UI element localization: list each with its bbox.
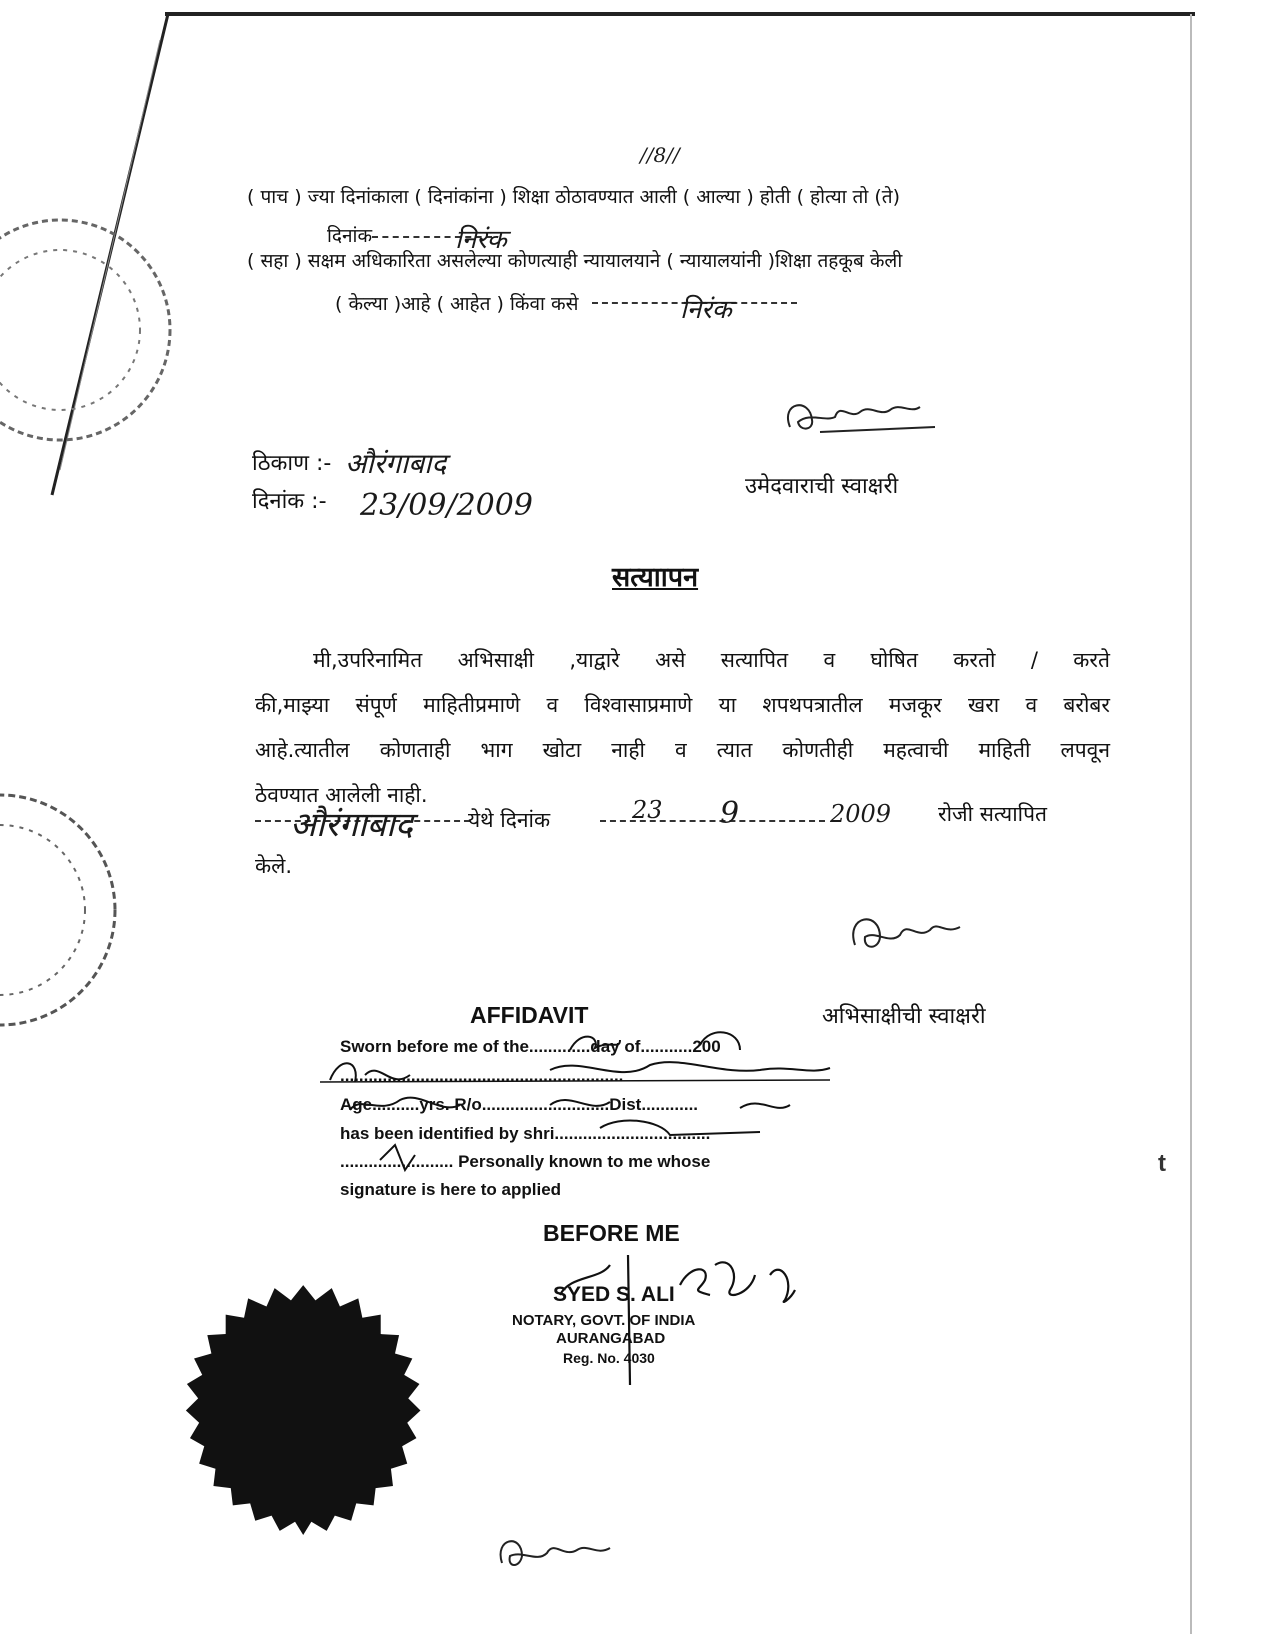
candidate-signature [780, 392, 940, 442]
candidate-signature-label: उमेदवाराची स्वाक्षरी [745, 474, 899, 499]
verification-mid-text: येथे दिनांक [468, 808, 551, 832]
notary-name: SYED S. ALI [553, 1283, 675, 1306]
notary-reg: Reg. No. 4030 [563, 1350, 655, 1366]
scan-right-edge [1190, 14, 1192, 1634]
clause-5-text: ( पाच ) ज्या दिनांकाला ( दिनांकांना ) शिक्षा ठोठावण्यात आली ( आल्या ) होती ( होत्या तो (ते) [247, 186, 900, 208]
para-line-2: की,माझ्या संपूर्ण माहितीप्रमाणे व विश्वासाप्रमाणे या शपथपत्रातील मजकूर खरा व बरोबर [255, 693, 1110, 717]
verification-place-value: औरंगाबाद [290, 805, 413, 845]
para-line-1: मी,उपरिनामित अभिसाक्षी ,याद्वारे असे सत्यापित व घोषित करतो / करते [313, 648, 1110, 672]
scan-top-edge [165, 12, 1195, 16]
para-line-4: ठेवण्यात आलेली नाही. [255, 783, 428, 807]
affidavit-title: AFFIDAVIT [470, 1002, 589, 1028]
stamp-line-5: ........................ Personally known to me whose [340, 1152, 711, 1171]
verification-day: 23 [632, 796, 663, 824]
stamp-line-2: ............................................................ [340, 1066, 624, 1085]
verification-paragraph [255, 638, 1110, 818]
verification-end-text: रोजी सत्यापित [938, 802, 1047, 826]
clause-6-question-label: ( केल्या )आहे ( आहेत ) किंवा कसे [335, 293, 579, 315]
deponent-signature [845, 905, 975, 965]
bottom-signature [492, 1528, 622, 1578]
verification-tail: केले. [255, 854, 293, 878]
right-edge-mark: t [1158, 1150, 1166, 1177]
notary-city: AURANGABAD [556, 1330, 666, 1347]
partial-seal-top-left [0, 200, 190, 480]
date-label: दिनांक :- [252, 489, 327, 514]
partial-seal-mid-left [0, 780, 130, 1040]
verification-month: 9 [720, 796, 740, 831]
page-mark: //8// [640, 143, 680, 167]
place-value: औरंगाबाद [345, 447, 447, 480]
clause-6-value: निरंक [680, 295, 732, 325]
para-line-3: आहे.त्यातील कोणताही भाग खोटा नाही व त्यात कोणतीही महत्वाची माहिती लपवून [255, 738, 1110, 762]
stamp-line-6: signature is here to applied [340, 1180, 562, 1199]
before-me-label: BEFORE ME [543, 1220, 680, 1246]
clause-6-text: ( सहा ) सक्षम अधिकारिता असलेल्या कोणत्याही न्यायालयाने ( न्यायालयांनी )शिक्षा तहकूब केली [247, 250, 903, 272]
date-value: 23/09/2009 [360, 488, 533, 523]
clause-5-date-label: दिनांक [327, 225, 373, 247]
place-label: ठिकाण :- [252, 451, 332, 476]
notary-signature [540, 1245, 820, 1395]
stamp-line-3: Age..........yrs. R/o...........................Dist............ [340, 1095, 699, 1114]
verification-heading: सत्याापन [612, 562, 699, 593]
deponent-signature-label: अभिसाक्षीची स्वाक्षरी [822, 1004, 986, 1029]
stamp-line-1: Sworn before me of the.............day of...........200 [340, 1037, 721, 1056]
stamp-handwriting [320, 1020, 840, 1190]
verification-year: 2009 [830, 800, 892, 828]
notary-embossed-seal [140, 1255, 460, 1565]
stamp-line-4: has been identified by shri................................. [340, 1124, 711, 1143]
notary-title: NOTARY, GOVT. OF INDIA [512, 1312, 696, 1329]
clause-5-date-value: निरंक [455, 225, 507, 255]
